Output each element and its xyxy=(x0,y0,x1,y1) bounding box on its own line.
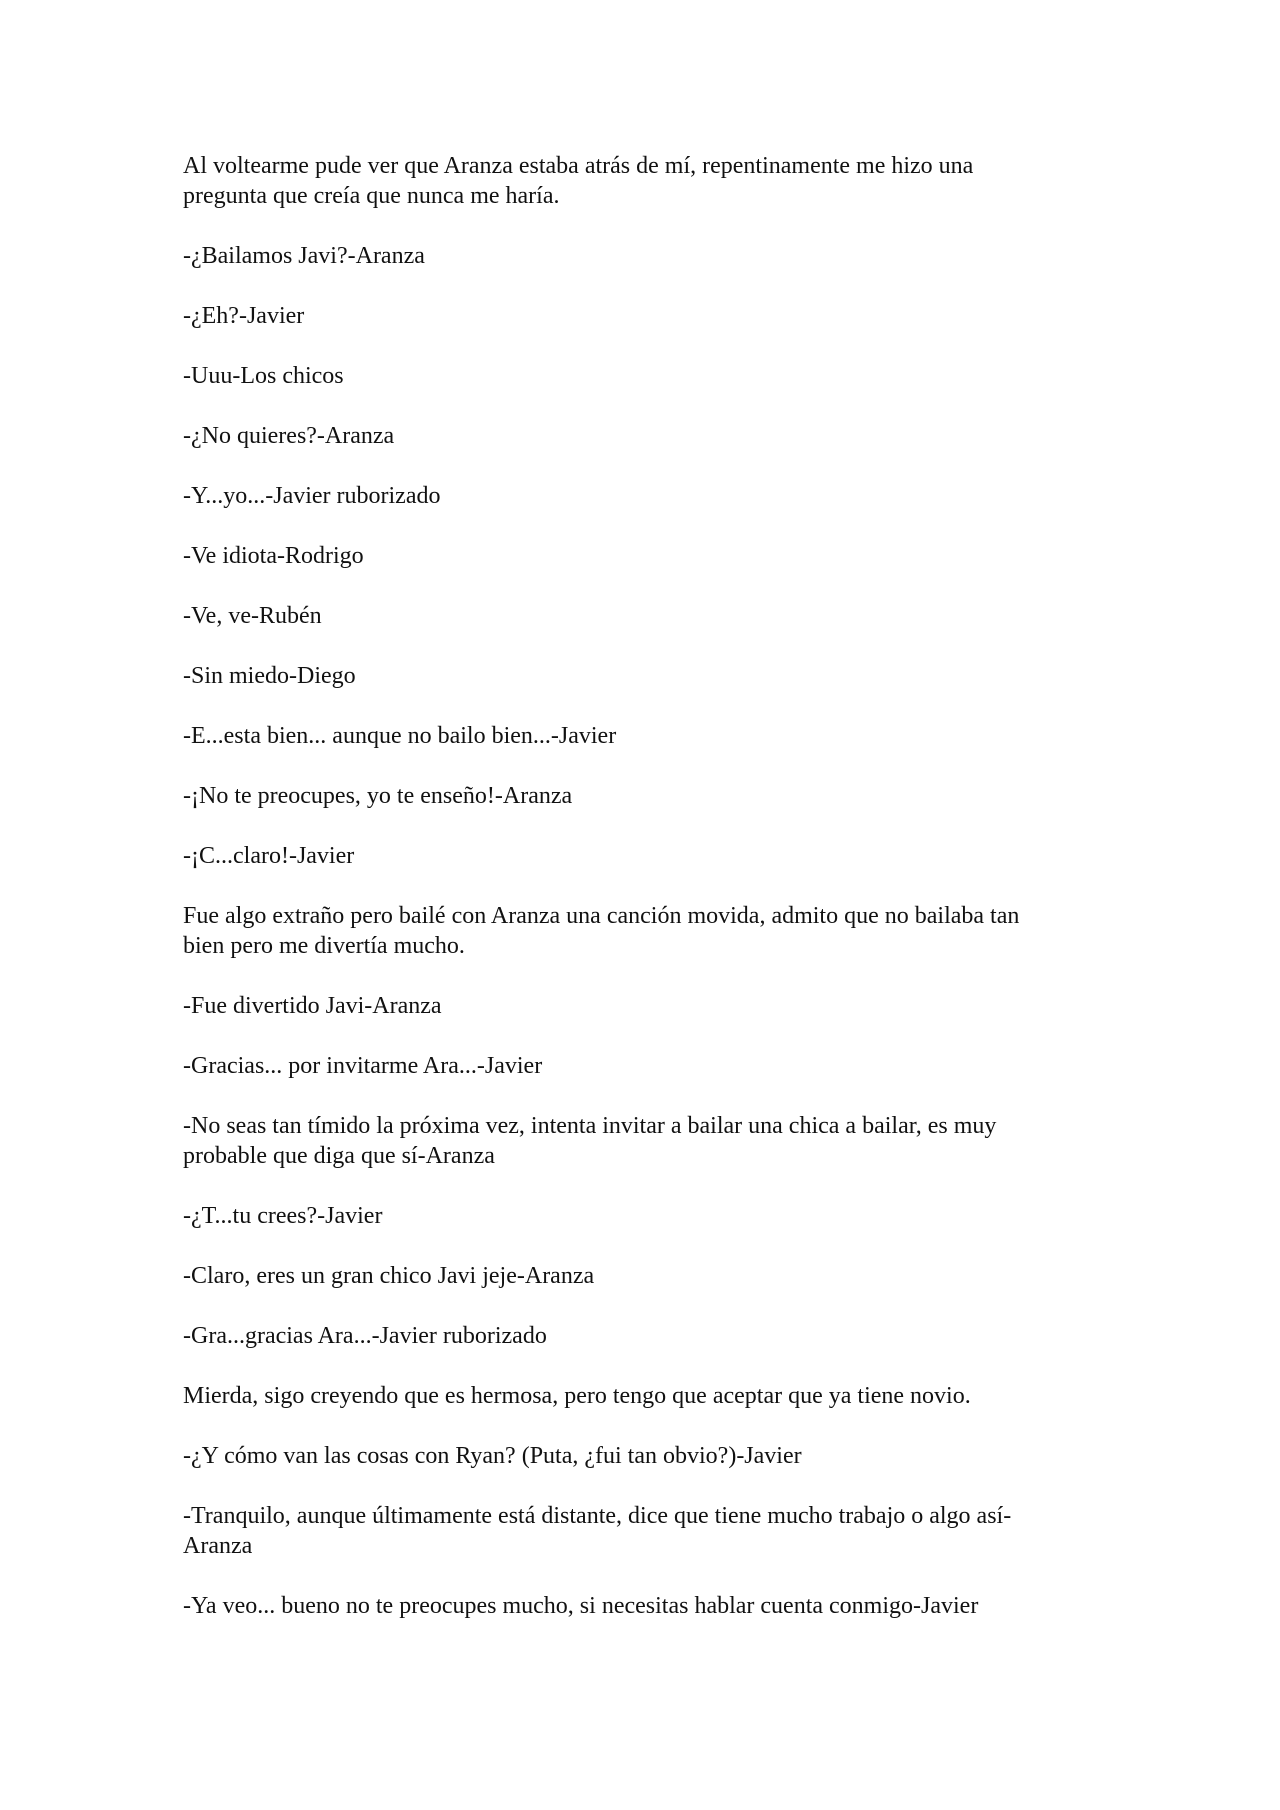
paragraph: Mierda, sigo creyendo que es hermosa, pero tengo que aceptar que ya tiene novio. xyxy=(183,1383,971,1409)
dialogue-line: -No seas tan tímido la próxima vez, intenta invitar a bailar una chica a bailar, es muy probable que diga que sí-Aranza xyxy=(183,1113,997,1169)
dialogue-line: -Claro, eres un gran chico Javi jeje-Aranza xyxy=(183,1263,595,1289)
paragraph: Fue algo extraño pero bailé con Aranza una canción movida, admito que no bailaba tan bien pero me divertía mucho. xyxy=(183,903,1020,959)
dialogue-line: -E...esta bien... aunque no bailo bien...-Javier xyxy=(183,723,617,749)
dialogue-line: -Ya veo... bueno no te preocupes mucho, si necesitas hablar cuenta conmigo-Javier xyxy=(183,1593,979,1619)
dialogue-line: -¿T...tu crees?-Javier xyxy=(183,1203,383,1229)
dialogue-line: -¡C...claro!-Javier xyxy=(183,843,355,869)
dialogue-line: -Fue divertido Javi-Aranza xyxy=(183,993,442,1019)
dialogue-line: -Gracias... por invitarme Ara...-Javier xyxy=(183,1053,543,1079)
dialogue-line: -¿Eh?-Javier xyxy=(183,303,305,329)
paragraph: Al voltearme pude ver que Aranza estaba atrás de mí, repentinamente me hizo una pregunta que creía que nunca me haría. xyxy=(183,153,974,209)
dialogue-line: -Gra...gracias Ara...-Javier ruborizado xyxy=(183,1323,547,1349)
dialogue-line: -¿Y cómo van las cosas con Ryan? (Puta, ¿fui tan obvio?)-Javier xyxy=(183,1443,802,1469)
dialogue-line: -¿No quieres?-Aranza xyxy=(183,423,395,449)
document-body xyxy=(183,151,1103,1651)
dialogue-line: -¡No te preocupes, yo te enseño!-Aranza xyxy=(183,783,573,809)
dialogue-line: -Y...yo...-Javier ruborizado xyxy=(183,483,441,509)
dialogue-line: -Tranquilo, aunque últimamente está distante, dice que tiene mucho trabajo o algo así- Aranza xyxy=(183,1503,1012,1559)
dialogue-line: -Ve idiota-Rodrigo xyxy=(183,543,364,569)
dialogue-line: -Ve, ve-Rubén xyxy=(183,603,322,629)
dialogue-line: -¿Bailamos Javi?-Aranza xyxy=(183,243,425,269)
dialogue-line: -Uuu-Los chicos xyxy=(183,363,344,389)
dialogue-line: -Sin miedo-Diego xyxy=(183,663,356,689)
